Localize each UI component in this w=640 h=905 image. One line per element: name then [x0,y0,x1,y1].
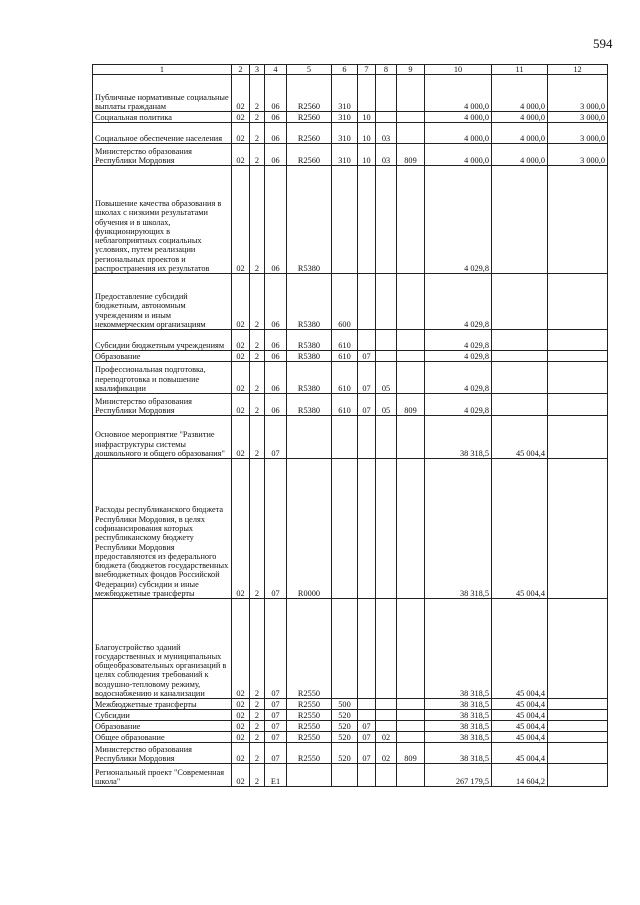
subprogram-code-cell: 2 [250,144,265,166]
section-cell: 07 [358,362,376,394]
expense-type-cell [332,166,358,274]
ministry-code-cell [397,274,425,330]
amount-col12-cell [548,710,608,721]
event-code-cell: 06 [265,112,287,123]
target-article-cell: R5380 [287,351,332,362]
amount-col11-cell: 45 004,4 [492,721,548,732]
target-article-cell: R2550 [287,699,332,710]
amount-col11-cell: 45 004,4 [492,459,548,599]
column-header: 3 [250,65,265,75]
amount-col12-cell [548,166,608,274]
ministry-code-cell [397,112,425,123]
amount-col11-cell [492,330,548,351]
ministry-code-cell [397,416,425,459]
program-code-cell: 02 [232,330,250,351]
event-code-cell: 07 [265,710,287,721]
section-cell [358,599,376,699]
event-code-cell: 06 [265,144,287,166]
row-name-cell: Министерство образования Республики Мордовия [93,743,232,764]
event-code-cell: 06 [265,330,287,351]
subprogram-code-cell: 2 [250,330,265,351]
subprogram-code-cell: 2 [250,721,265,732]
row-name-cell: Благоустройство зданий государственных и муниципальных общеобразовательных организаций в целях соблюдения требований к воздушно-тепловому режиму, водоснабжению и канализации [93,599,232,699]
header-row [93,65,608,75]
amount-col11-cell: 45 004,4 [492,710,548,721]
target-article-cell: R5380 [287,362,332,394]
subprogram-code-cell: 2 [250,394,265,416]
amount-col12-cell: 3 000,0 [548,123,608,144]
amount-col12-cell [548,699,608,710]
amount-col12-cell [548,394,608,416]
event-code-cell: 07 [265,599,287,699]
subsection-cell: 02 [376,743,397,764]
row-name-cell: Министерство образования Республики Мордовия [93,144,232,166]
expense-type-cell [332,764,358,787]
table-row [93,732,608,743]
expense-type-cell: 310 [332,112,358,123]
amount-col10-cell: 38 318,5 [425,710,492,721]
target-article-cell: R2550 [287,732,332,743]
row-name-cell: Министерство образования Республики Мордовия [93,394,232,416]
table-row [93,362,608,394]
amount-col11-cell: 45 004,4 [492,732,548,743]
table-row [93,710,608,721]
amount-col12-cell: 3 000,0 [548,144,608,166]
table-row [93,599,608,699]
subsection-cell [376,710,397,721]
amount-col10-cell: 4 029,8 [425,351,492,362]
amount-col10-cell: 4 000,0 [425,144,492,166]
amount-col12-cell: 3 000,0 [548,112,608,123]
amount-col10-cell: 38 318,5 [425,699,492,710]
row-name-cell: Предоставление субсидий бюджетным, автономным учреждениям и иным некоммерческим организациям [93,274,232,330]
amount-col10-cell: 38 318,5 [425,599,492,699]
subprogram-code-cell: 2 [250,75,265,112]
ministry-code-cell [397,166,425,274]
amount-col11-cell [492,362,548,394]
amount-col10-cell: 4 000,0 [425,123,492,144]
section-cell: 10 [358,144,376,166]
amount-col11-cell: 4 000,0 [492,75,548,112]
event-code-cell: E1 [265,764,287,787]
expense-type-cell [332,599,358,699]
section-cell: 07 [358,351,376,362]
subsection-cell: 05 [376,394,397,416]
event-code-cell: 07 [265,459,287,599]
subsection-cell: 02 [376,732,397,743]
ministry-code-cell [397,699,425,710]
ministry-code-cell [397,75,425,112]
table-row [93,123,608,144]
target-article-cell: R2560 [287,75,332,112]
amount-col11-cell: 4 000,0 [492,144,548,166]
subsection-cell [376,351,397,362]
row-name-cell: Основное мероприятие "Развитие инфраструктуры системы дошкольного и общего образования" [93,416,232,459]
column-header: 2 [232,65,250,75]
row-name-cell: Образование [93,721,232,732]
table-row [93,459,608,599]
expense-type-cell [332,459,358,599]
amount-col12-cell [548,351,608,362]
subsection-cell [376,330,397,351]
column-header: 5 [287,65,332,75]
expense-type-cell: 500 [332,699,358,710]
event-code-cell: 07 [265,732,287,743]
target-article-cell: R5380 [287,166,332,274]
program-code-cell: 02 [232,166,250,274]
expense-type-cell: 600 [332,274,358,330]
ministry-code-cell [397,351,425,362]
subprogram-code-cell: 2 [250,274,265,330]
amount-col12-cell [548,459,608,599]
row-name-cell: Социальное обеспечение населения [93,123,232,144]
row-name-cell: Общее образование [93,732,232,743]
row-name-cell: Расходы республиканского бюджета Республики Мордовия, в целях софинансирования которых республиканскому бюджету Республики Мордовия предоставляются из федерального бюджета (бюджетов государственных внебюджетных фондов Российской Федерации) субсидии и иные межбюджетные трансферты [93,459,232,599]
ministry-code-cell [397,732,425,743]
table-row [93,166,608,274]
section-cell [358,459,376,599]
target-article-cell: R2550 [287,721,332,732]
amount-col10-cell: 4 000,0 [425,112,492,123]
column-header: 9 [397,65,425,75]
subsection-cell: 03 [376,123,397,144]
amount-col10-cell: 4 029,8 [425,274,492,330]
subprogram-code-cell: 2 [250,416,265,459]
row-name-cell: Региональный проект "Современная школа" [93,764,232,787]
amount-col10-cell: 38 318,5 [425,721,492,732]
ministry-code-cell [397,330,425,351]
amount-col12-cell [548,732,608,743]
column-header: 7 [358,65,376,75]
target-article-cell: R2560 [287,144,332,166]
section-cell: 07 [358,721,376,732]
target-article-cell [287,764,332,787]
amount-col12-cell [548,416,608,459]
table-row [93,144,608,166]
subsection-cell [376,599,397,699]
ministry-code-cell [397,721,425,732]
amount-col11-cell: 45 004,4 [492,743,548,764]
row-name-cell: Повышение качества образования в школах с низкими результатами обучения и в школах, функционирующих в неблагоприятных социальных условиях, путем реализации региональных проектов и распространения их результатов [93,166,232,274]
amount-col11-cell: 45 004,4 [492,599,548,699]
table-row [93,721,608,732]
target-article-cell: R2550 [287,599,332,699]
event-code-cell: 07 [265,416,287,459]
program-code-cell: 02 [232,732,250,743]
column-header: 1 [93,65,232,75]
column-header: 6 [332,65,358,75]
subsection-cell [376,416,397,459]
subsection-cell [376,721,397,732]
subsection-cell: 05 [376,362,397,394]
ministry-code-cell [397,710,425,721]
event-code-cell: 06 [265,351,287,362]
amount-col12-cell [548,362,608,394]
event-code-cell: 07 [265,743,287,764]
row-name-cell: Социальная политика [93,112,232,123]
expense-type-cell: 310 [332,123,358,144]
table-row [93,764,608,787]
subprogram-code-cell: 2 [250,351,265,362]
ministry-code-cell: 809 [397,743,425,764]
subprogram-code-cell: 2 [250,732,265,743]
page-number: 594 [593,36,613,51]
subprogram-code-cell: 2 [250,459,265,599]
expense-type-cell: 610 [332,351,358,362]
section-cell [358,166,376,274]
amount-col11-cell: 4 000,0 [492,123,548,144]
program-code-cell: 02 [232,75,250,112]
subsection-cell [376,274,397,330]
program-code-cell: 02 [232,459,250,599]
table-row [93,394,608,416]
budget-table [92,64,608,787]
target-article-cell: R0000 [287,459,332,599]
event-code-cell: 06 [265,274,287,330]
program-code-cell: 02 [232,274,250,330]
amount-col11-cell [492,274,548,330]
ministry-code-cell [397,123,425,144]
table-row [93,416,608,459]
amount-col10-cell: 4 029,8 [425,166,492,274]
expense-type-cell: 310 [332,75,358,112]
expense-type-cell: 520 [332,732,358,743]
column-header: 8 [376,65,397,75]
subsection-cell [376,699,397,710]
expense-type-cell: 520 [332,710,358,721]
program-code-cell: 02 [232,416,250,459]
subsection-cell [376,166,397,274]
program-code-cell: 02 [232,351,250,362]
table-row [93,274,608,330]
row-name-cell: Субсидии бюджетным учреждениям [93,330,232,351]
target-article-cell: R5380 [287,394,332,416]
ministry-code-cell [397,764,425,787]
target-article-cell: R2550 [287,743,332,764]
ministry-code-cell [397,459,425,599]
table-row [93,699,608,710]
ministry-code-cell [397,362,425,394]
subsection-cell [376,764,397,787]
subprogram-code-cell: 2 [250,599,265,699]
event-code-cell: 07 [265,699,287,710]
program-code-cell: 02 [232,112,250,123]
expense-type-cell: 520 [332,743,358,764]
amount-col12-cell: 3 000,0 [548,75,608,112]
ministry-code-cell: 809 [397,144,425,166]
event-code-cell: 06 [265,394,287,416]
amount-col11-cell: 14 604,2 [492,764,548,787]
amount-col11-cell [492,166,548,274]
section-cell [358,710,376,721]
event-code-cell: 06 [265,166,287,274]
program-code-cell: 02 [232,743,250,764]
subprogram-code-cell: 2 [250,166,265,274]
target-article-cell: R5380 [287,274,332,330]
expense-type-cell: 610 [332,362,358,394]
amount-col11-cell: 4 000,0 [492,112,548,123]
subprogram-code-cell: 2 [250,112,265,123]
section-cell [358,699,376,710]
subsection-cell [376,112,397,123]
amount-col12-cell [548,330,608,351]
expense-type-cell: 310 [332,144,358,166]
target-article-cell: R2560 [287,112,332,123]
table-row [93,75,608,112]
event-code-cell: 06 [265,362,287,394]
subprogram-code-cell: 2 [250,123,265,144]
row-name-cell: Публичные нормативные социальные выплаты гражданам [93,75,232,112]
program-code-cell: 02 [232,721,250,732]
section-cell: 07 [358,743,376,764]
row-name-cell: Профессиональная подготовка, переподготовка и повышение квалификации [93,362,232,394]
table-row [93,330,608,351]
program-code-cell: 02 [232,699,250,710]
program-code-cell: 02 [232,394,250,416]
amount-col10-cell: 4 029,8 [425,362,492,394]
event-code-cell: 07 [265,721,287,732]
subsection-cell [376,459,397,599]
target-article-cell: R5380 [287,330,332,351]
table-row [93,112,608,123]
amount-col10-cell: 38 318,5 [425,732,492,743]
amount-col12-cell [548,599,608,699]
column-header: 11 [492,65,548,75]
expense-type-cell: 610 [332,394,358,416]
table-row [93,351,608,362]
amount-col12-cell [548,743,608,764]
subsection-cell: 03 [376,144,397,166]
amount-col11-cell [492,394,548,416]
table-row [93,743,608,764]
amount-col10-cell: 38 318,5 [425,743,492,764]
amount-col11-cell: 45 004,4 [492,699,548,710]
program-code-cell: 02 [232,599,250,699]
amount-col12-cell [548,274,608,330]
amount-col11-cell: 45 004,4 [492,416,548,459]
expense-type-cell [332,416,358,459]
amount-col10-cell: 38 318,5 [425,459,492,599]
program-code-cell: 02 [232,144,250,166]
event-code-cell: 06 [265,75,287,112]
section-cell: 10 [358,123,376,144]
amount-col10-cell: 4 029,8 [425,394,492,416]
amount-col10-cell: 267 179,5 [425,764,492,787]
amount-col10-cell: 4 029,8 [425,330,492,351]
ministry-code-cell [397,599,425,699]
section-cell [358,330,376,351]
section-cell [358,274,376,330]
section-cell [358,416,376,459]
ministry-code-cell: 809 [397,394,425,416]
program-code-cell: 02 [232,362,250,394]
row-name-cell: Субсидии [93,710,232,721]
subprogram-code-cell: 2 [250,362,265,394]
program-code-cell: 02 [232,764,250,787]
expense-type-cell: 610 [332,330,358,351]
row-name-cell: Межбюджетные трансферты [93,699,232,710]
section-cell: 07 [358,394,376,416]
amount-col12-cell [548,764,608,787]
section-cell: 10 [358,112,376,123]
amount-col11-cell [492,351,548,362]
program-code-cell: 02 [232,710,250,721]
subprogram-code-cell: 2 [250,699,265,710]
subprogram-code-cell: 2 [250,710,265,721]
event-code-cell: 06 [265,123,287,144]
amount-col12-cell [548,721,608,732]
target-article-cell [287,416,332,459]
expense-type-cell: 520 [332,721,358,732]
subprogram-code-cell: 2 [250,764,265,787]
section-cell: 07 [358,732,376,743]
target-article-cell: R2560 [287,123,332,144]
amount-col10-cell: 38 318,5 [425,416,492,459]
section-cell [358,75,376,112]
subprogram-code-cell: 2 [250,743,265,764]
amount-col10-cell: 4 000,0 [425,75,492,112]
row-name-cell: Образование [93,351,232,362]
column-header: 10 [425,65,492,75]
column-header: 12 [548,65,608,75]
subsection-cell [376,75,397,112]
section-cell [358,764,376,787]
program-code-cell: 02 [232,123,250,144]
target-article-cell: R2550 [287,710,332,721]
column-header: 4 [265,65,287,75]
